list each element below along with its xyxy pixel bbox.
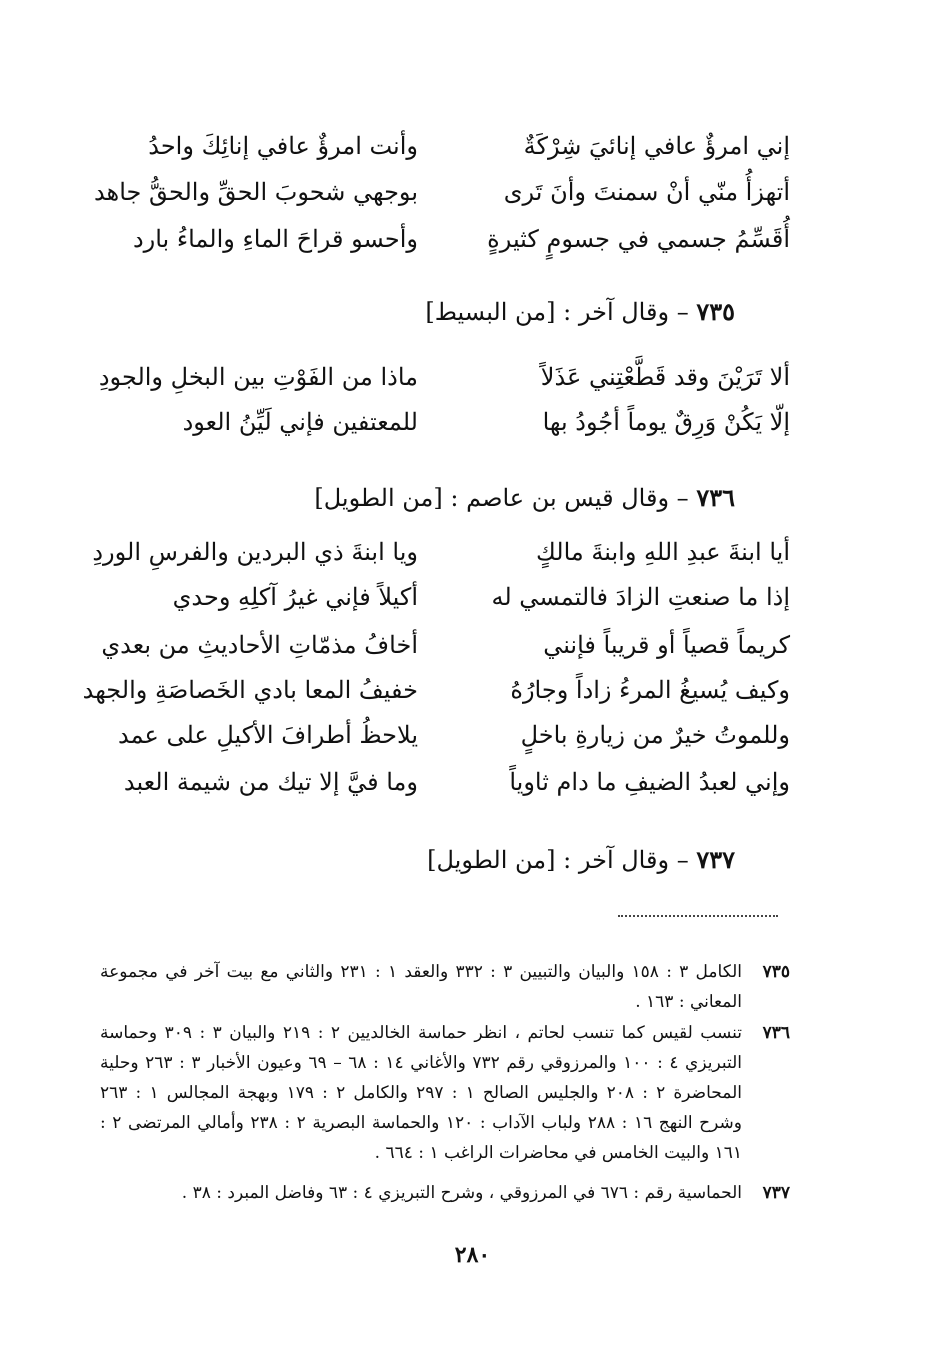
hemistich-second: خفيفُ المعا بادي الخَصاصَةِ والجهد: [82, 676, 418, 704]
hemistich-first: إني امرؤٌ عافي إنائيَ شِرْكَةٌ: [523, 132, 790, 160]
poem-heading: [425, 290, 735, 334]
hemistich-second: يلاحظُ أطرافَ الأكيلِ على عمد: [118, 721, 418, 749]
verse: [100, 124, 790, 168]
hemistich-second: وأحسو قراحَ الماءِ والماءُ بارد: [132, 225, 418, 253]
verse: [100, 217, 790, 261]
footnote-number: ٧٣٧: [762, 1183, 790, 1203]
footnote-separator: [618, 915, 778, 917]
footnote: [100, 1178, 790, 1208]
poem-heading-text: – وقال قيس بن عاصم : [من الطويل]: [314, 484, 689, 512]
verse: [100, 355, 790, 399]
footnote-number: ٧٣٦: [762, 1023, 790, 1043]
footnote-number: ٧٣٥: [762, 962, 790, 982]
hemistich-first: كريماً قصياً أو قريباً فإنني: [543, 631, 790, 659]
hemistich-second: وما فيَّ إلا تيك من شيمة العبد: [123, 768, 418, 796]
footnote-text: الكامل ٣ : ١٥٨ والبيان والتبيين ٣ : ٣٣٢ والعقد ١ : ٢٣١ والثاني مع بيت آخر في مجموعة المعاني : ١٦٣ .: [100, 962, 743, 1012]
poem-number: ٧٣٥: [696, 297, 735, 326]
verse: [100, 575, 790, 619]
poem-heading: [314, 476, 735, 520]
verse: [100, 713, 790, 757]
hemistich-first: وكيف يُسيغُ المرءُ زاداً وجارُهُ: [510, 676, 790, 704]
verse: [92, 530, 790, 574]
hemistich-second: ويا ابنةَ ذي البردين والفرسِ الوردِ: [92, 538, 418, 566]
hemistich-first: وللموتُ خيرٌ من زيارةِ باخلٍ: [520, 721, 790, 749]
footnote: [100, 957, 790, 1017]
footnote-text: تنسب لقيس كما تنسب لحاتم ، انظر حماسة الخالديين ٢ : ٢١٩ والبيان ٣ : ٣٠٩ وحماسة التبريزي ٤ : ١٠٠ والمرزوقي رقم ٧٣٢ والأغاني ١٤ : ٦٨ – ٦٩ وعيون الأخبار ٣ : ٢٦٣ وحلية المحاضرة ٢ : ٢٠٨ والجليس الصالح ١ : ٢٩٧ والكامل ٢ : ١٧٩ وبهجة المجالس ١ : ٢٦٣ وشرح النهج ١٦ : ٢٨٨ ولباب الآداب : ١٢٠ والحماسة البصرية ٢ : ٢٣٨ وأمالي المرتضى ٢ : ١٦١ والبيت الخامس في محاضرات الراغب ١ : ٦٦٤ .: [100, 1023, 743, 1163]
page-number: ٢٨٠: [454, 1242, 491, 1268]
verse: [100, 400, 790, 444]
hemistich-second: بوجهي شحوبَ الحقِّ والحقُّ جاهد: [93, 178, 418, 206]
footnote-text: الحماسية رقم : ٦٧٦ في المرزوقي ، وشرح التبريزي ٤ : ٦٣ وفاضل المبرد : ٣٨ .: [181, 1183, 742, 1203]
hemistich-first: إلّا يَكُنْ وَرِقٌ يوماً أجُودُ بها: [542, 408, 790, 436]
hemistich-first: وإني لعبدُ الضيفِ ما دام ثاوياً: [509, 768, 790, 796]
hemistich-second: أخافُ مذمّاتِ الأحاديثِ من بعدي: [101, 631, 418, 659]
verse: [93, 170, 790, 214]
hemistich-first: ألا تَرَيْنَ وقد قَطَّعْتِني عَذَلاً: [540, 363, 790, 391]
poem-number: ٧٣٧: [696, 845, 735, 874]
poem-heading: [427, 838, 735, 882]
hemistich-first: أيا ابنةَ عبدِ اللهِ وابنةَ مالكٍ: [536, 538, 790, 566]
hemistich-first: أُقَسِّمُ جسمي في جسومٍ كثيرةٍ: [487, 225, 790, 253]
hemistich-second: للمعتفين فإني لَيِّنُ العود: [182, 408, 418, 436]
poem-heading-text: – وقال آخر : [من الطويل]: [427, 846, 689, 874]
hemistich-second: وأنت امرؤٌ عافي إنائِكَ واحدُ: [148, 132, 418, 160]
verse: [100, 623, 790, 667]
poem-heading-text: – وقال آخر : [من البسيط]: [425, 298, 689, 326]
hemistich-second: أكيلاً فإني غيرُ آكلِهِ وحدي: [172, 583, 418, 611]
hemistich-first: أتهزأُ منّي أنْ سمنتَ وأنَ تَرى: [503, 178, 790, 206]
footnote: [100, 1018, 790, 1168]
verse: [82, 668, 790, 712]
hemistich-second: ماذا من الفَوْتِ بين البخلِ والجودِ: [98, 363, 418, 391]
verse: [100, 760, 790, 804]
hemistich-first: إذا ما صنعتِ الزادَ فالتمسي له: [491, 583, 790, 611]
poem-number: ٧٣٦: [696, 483, 735, 512]
